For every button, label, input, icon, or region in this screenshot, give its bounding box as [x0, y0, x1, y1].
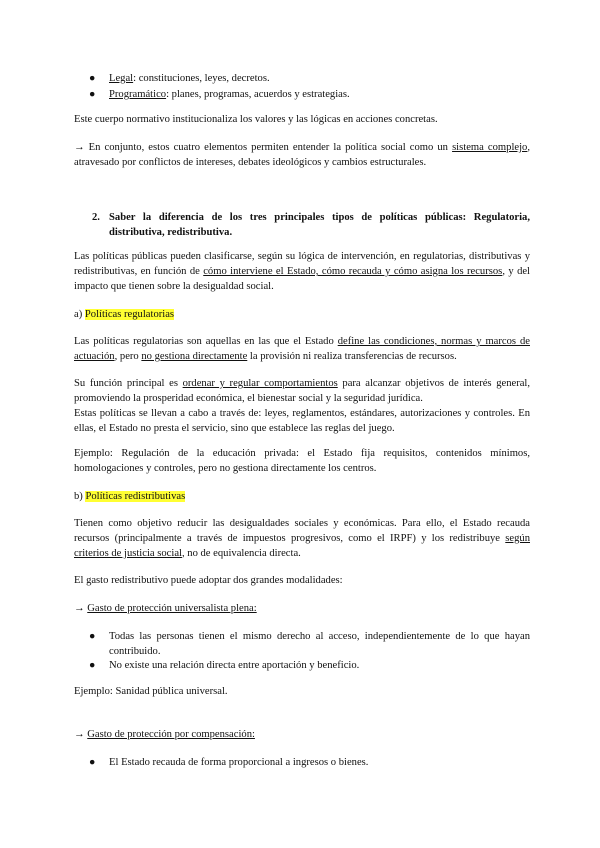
- highlighted-label: Políticas redistributivas: [85, 491, 186, 502]
- bullet-text: Todas las personas tienen el mismo derecho al acceso, independientemente de lo que hayan contribuido.: [109, 631, 530, 657]
- bullet-text: : constituciones, leyes, decretos.: [133, 73, 270, 84]
- paragraph-ejemplo-educacion: Ejemplo: Regulación de la educación privada: el Estado fija requisitos, contenidos mínimos, homologaciones y controles, pero no gestiona directamente los centros.: [74, 448, 530, 474]
- paragraph-funcion: Su función principal es ordenar y regular comportamientos para alcanzar objetivos de interés general, promoviendo la prosperidad económica, el bienestar social y la seguridad jurídica. Estas políticas se llevan a cabo a través de: leyes, reglamentos, estándares, autorizaciones y controles. En ellas, el Estado no presta el servicio, sino que establece las reglas del juego.: [74, 378, 531, 434]
- bullet-lead: Programático: [109, 89, 167, 100]
- paragraph-en-conjunto: → En conjunto, estos cuatro elementos permiten entender la política social como un sistema complejo, atravesado por conflictos de intereses, debates ideológicos y cambios estructurales.: [74, 142, 530, 168]
- arrow-icon: →: [74, 142, 85, 153]
- underlined-term: ordenar y regular comportamientos: [182, 378, 338, 389]
- paragraph-funcion-line2: Estas políticas se llevan a cabo a través de: leyes, reglamentos, estándares, autorizaciones y controles. En ellas, el Estado no presta el servicio, sino que establece las reglas del juego.: [74, 408, 530, 434]
- underlined-term: según criterios de justicia social: [74, 533, 530, 559]
- bullet-text: El Estado recauda de forma proporcional a ingresos o bienes.: [109, 757, 369, 768]
- bullet-lead: Legal: [109, 73, 134, 84]
- underlined-term: no gestiona directamente: [141, 351, 248, 362]
- bullet-item-universal-2: [89, 658, 530, 673]
- bullet-icon: ●: [89, 631, 96, 642]
- section-heading-2: [92, 210, 530, 240]
- bullet-item-programatico: [89, 87, 350, 102]
- paragraph-gasto: El gasto redistributivo puede adoptar dos grandes modalidades:: [74, 575, 343, 586]
- subsection-b-title: b) Políticas redistributivas: [74, 491, 186, 502]
- arrow-icon: →: [74, 603, 85, 614]
- bullet-item-universal-1: [89, 629, 530, 659]
- underlined-term: Gasto de protección universalista plena:: [87, 603, 257, 614]
- bullet-icon: ●: [89, 89, 96, 100]
- arrow-icon: →: [74, 729, 85, 740]
- bullet-text: No existe una relación directa entre aportación y beneficio.: [109, 660, 360, 671]
- bullet-item-compensacion-1: [89, 755, 530, 770]
- modality-1-title: [74, 601, 530, 616]
- paragraph-regulatorias: Las políticas regulatorias son aquellas en las que el Estado define las condiciones, normas y marcos de actuación, pero no gestiona directamente la provisión ni realiza transferencias de recursos.: [74, 336, 530, 362]
- bullet-item-legal: [89, 71, 270, 86]
- bullet-icon: ●: [89, 660, 96, 671]
- paragraph-ejemplo-sanidad: Ejemplo: Sanidad pública universal.: [74, 686, 228, 697]
- bullet-icon: ●: [89, 73, 96, 84]
- heading-text: Saber la diferencia de los tres principales tipos de políticas públicas: Regulatoria, distributiva, redistributiva.: [109, 212, 530, 238]
- highlighted-label: Políticas regulatorias: [84, 309, 175, 320]
- modality-2-title: [74, 727, 530, 742]
- underlined-term: sistema complejo: [452, 142, 528, 153]
- subsection-a-title: a) Políticas regulatorias: [74, 309, 175, 320]
- paragraph-clasificarse: Las políticas públicas pueden clasificarse, según su lógica de intervención, en regulatorias, distributivas y redistributivas, en función de cómo interviene el Estado, cómo recauda y cómo asigna los recursos, y del impacto que tienen sobre la desigualdad social.: [74, 251, 531, 292]
- underlined-term: cómo interviene el Estado, cómo recauda y cómo asigna los recursos: [203, 266, 503, 277]
- paragraph-institucionaliza: Este cuerpo normativo institucionaliza los valores y las lógicas en acciones concretas.: [74, 114, 438, 125]
- underlined-term: Gasto de protección por compensación:: [87, 729, 255, 740]
- paragraph-objetivo: Tienen como objetivo reducir las desigualdades sociales y económicas. Para ello, el Estado recauda recursos (principalmente a través de impuestos progresivos, como el IRPF) y los redistribuye según criterios de justicia social, no de equivalencia directa.: [74, 518, 530, 559]
- bullet-text: : planes, programas, acuerdos y estrategias.: [166, 89, 350, 100]
- bullet-icon: ●: [89, 757, 96, 768]
- heading-number: 2.: [92, 212, 100, 223]
- underlined-term: define las condiciones, normas y marcos de actuación: [74, 336, 530, 362]
